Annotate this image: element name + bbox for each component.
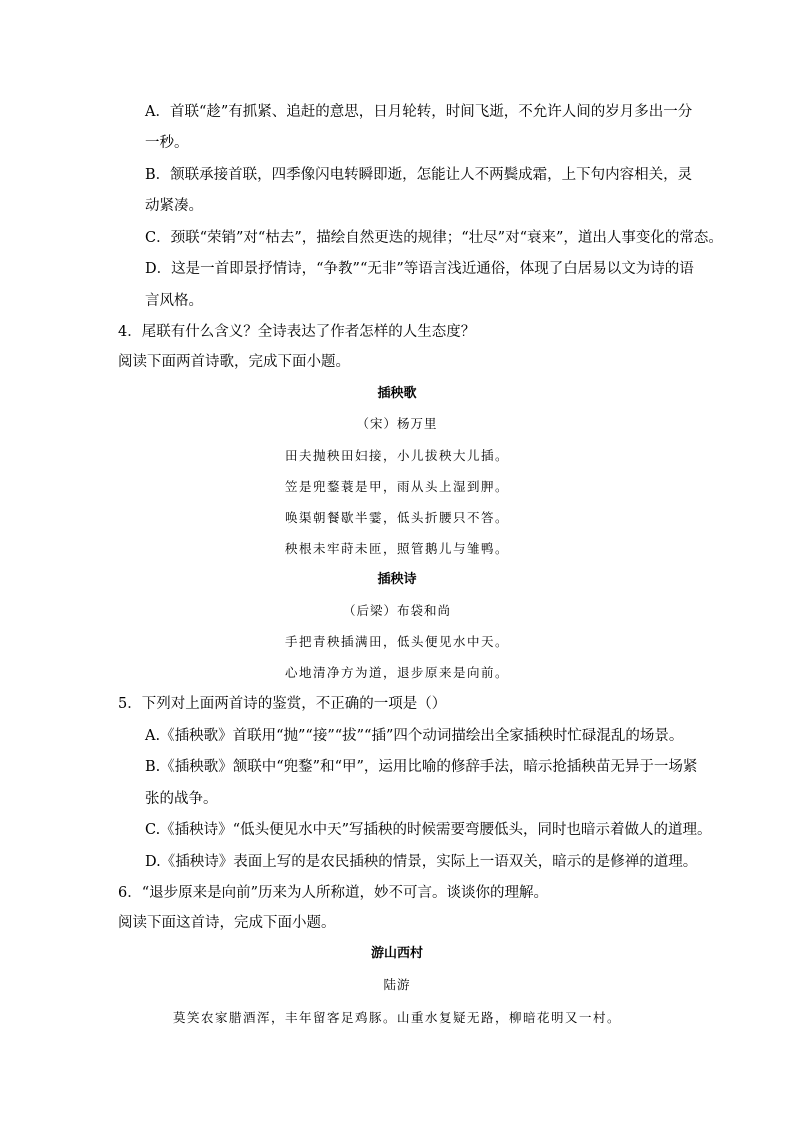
poem-line: 唤渠朝餐歇半霎，低头折腰只不答。 [284,510,509,525]
q5-option-d: D.《插秧诗》表面上写的是农民插秧的情景，实际上一语双关，暗示的是修禅的道理。 [145,854,698,870]
poem-author-budai-heshang: （后梁）布袋和尚 [342,603,451,618]
option-a-line-1: A．首联“趁”有抓紧、追赶的意思，日月轮转，时间飞逝，不允许人间的岁月多出一分 [145,104,693,120]
reading-instruction-2: 阅读下面这首诗，完成下面小题。 [118,915,336,931]
option-c-line: C．颈联“荣销”对“枯去”，描绘自然更迭的规律；“壮尽”对“衰来”，道出人事变化的常态。 [145,230,723,246]
poem-title-chayang-ge: 插秧歌 [377,386,417,401]
question-6: 6．“退步原来是向前”历来为人所称道，妙不可言。谈谈你的理解。 [118,885,549,901]
option-d-line-2: 言风格。 [145,293,203,309]
poem-title-chayang-shi: 插秧诗 [377,572,417,587]
q5-option-a: A.《插秧歌》首联用“抛”“接”“拔”“插”四个动词描绘出全家插秧时忙碌混乱的场景。 [145,728,684,744]
option-b-line-2: 动紧凑。 [145,198,203,214]
q5-option-c: C.《插秧诗》“低头便见水中天”写插秧的时候需要弯腰低头，同时也暗示着做人的道理。 [145,822,712,838]
q5-option-b-line-1: B.《插秧歌》颔联中“兜鍪”和“甲”，运用比喻的修辞手法，暗示抢插秧苗无异于一场紧 [145,759,698,775]
poem-title-you-shanxi-cun: 游山西村 [370,946,423,961]
poem-line: 笠是兜鍪蓑是甲，雨从头上湿到胛。 [284,479,509,494]
option-d-line-1: D．这是一首即景抒情诗，“争教”“无非”等语言浅近通俗，体现了白居易以文为诗的语 [145,261,694,277]
option-a-line-2: 一秒。 [145,135,189,151]
poem-author-lu-you: 陆游 [383,977,411,992]
poem-line: 莫笑农家腊酒浑，丰年留客足鸡豚。山重水复疑无路，柳暗花明又一村。 [172,1010,621,1025]
poem-line: 田夫抛秧田妇接，小儿拔秧大儿插。 [284,448,509,463]
question-4: 4．尾联有什么含义？全诗表达了作者怎样的人生态度？ [118,324,476,340]
option-b-line-1: B．颔联承接首联，四季像闪电转瞬即逝，怎能让人不两鬓成霜，上下句内容相关，灵 [145,167,693,183]
poem-line: 手把青秧插满田，低头便见水中天。 [284,634,509,649]
poem-line: 秧根未牢莳未匝，照管鹅儿与雏鸭。 [284,541,509,556]
poem-line: 心地清净方为道，退步原来是向前。 [284,665,509,680]
poem-author-yang-wanli: （宋）杨万里 [356,416,438,431]
q5-option-b-line-2: 张的战争。 [145,791,218,807]
question-5: 5．下列对上面两首诗的鉴赏，不正确的一项是（） [118,696,447,712]
reading-instruction-1: 阅读下面两首诗歌，完成下面小题。 [118,354,350,370]
